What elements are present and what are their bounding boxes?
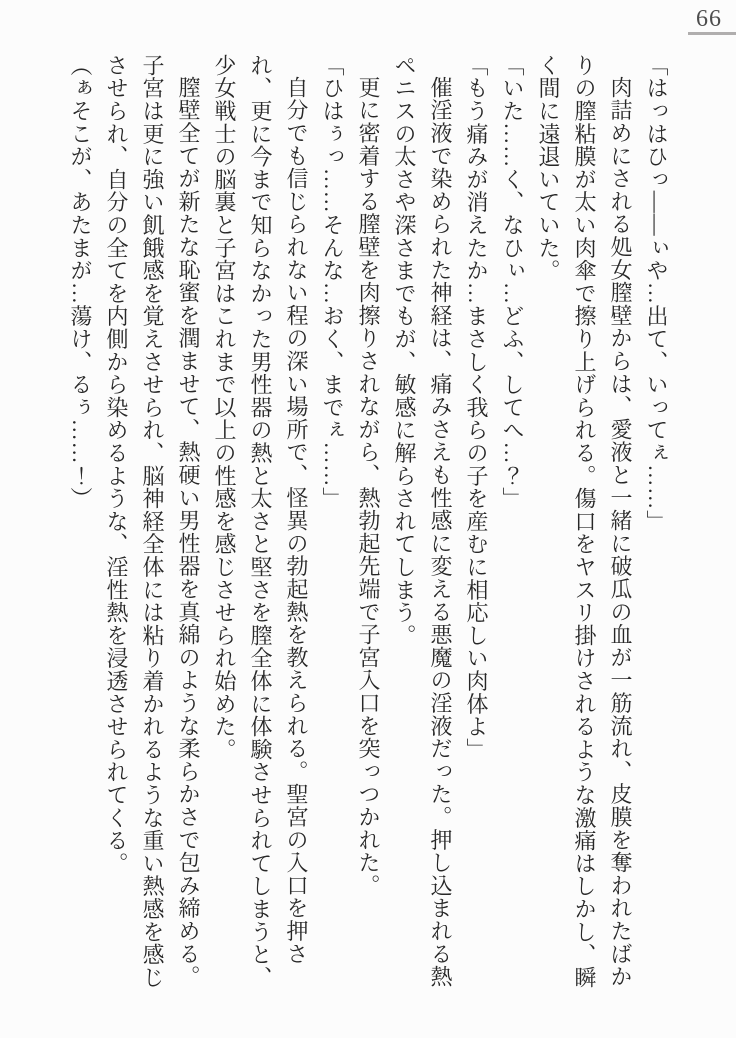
page-number-rule xyxy=(688,32,736,35)
page-number: 66 xyxy=(696,6,722,32)
paragraph-narrative: 肉詰めにされる処女膣壁からは、愛液と一緒に破瓜の血が一筋流れ、皮膜を奪われたばかりの膣粘膜が太い肉傘で擦り上げられる。傷口をヤスリ掛けされるような激痛はしかし、瞬く間に遠退いていた。 xyxy=(536,54,633,989)
paragraph-dialogue: 「いた……く、なひぃ…どふ、してへ…？」 xyxy=(500,54,525,510)
paragraph-dialogue: 「ひはぅっ……そんな…おく、までぇ……」 xyxy=(320,54,345,510)
paragraph-dialogue: 「もう痛みが消えたか…まさしく我らの子を産むに相応しい肉体よ」 xyxy=(464,54,489,761)
paragraph-thought: （ぁそこが、あたまが…蕩け、るぅ……！） xyxy=(68,54,93,510)
paragraph-narrative: 自分でも信じられない程の深い場所で、怪異の勃起熱を教えられる。聖宮の入口を押され、更に今まで知らなかった男性器の熱と太さと堅さを膣全体に体験させられてしまうと、少女戦士の脳裏と子宮はこれまで以上の性感を感じさせられ始めた。 xyxy=(212,54,309,989)
paragraph-narrative: 更に密着する膣壁を肉擦りされながら、熱勃起先端で子宮入口を突っつかれた。 xyxy=(356,76,381,897)
paragraph-dialogue: 「はっはひっ――ぃや…出て、いってぇ……」 xyxy=(644,54,669,533)
paragraph-narrative: 催淫液で染められた神経は、痛みさえも性感に変える悪魔の淫液だった。押し込まれる熱ペニスの太さや深さまでもが、敏感に解らされてしまう。 xyxy=(392,54,453,988)
paragraph-narrative: 膣壁全てが新たな恥蜜を潤ませて、熱硬い男性器を真綿のような柔らかさで包み締める。子宮は更に強い飢餓感を覚えさせられ、脳神経全体には粘り着かれるような重い熱感を感じさせられ、自分の全てを内側から染めるような、淫性熱を浸透させられてくる。 xyxy=(104,54,201,989)
body-text-vertical xyxy=(62,54,674,1006)
